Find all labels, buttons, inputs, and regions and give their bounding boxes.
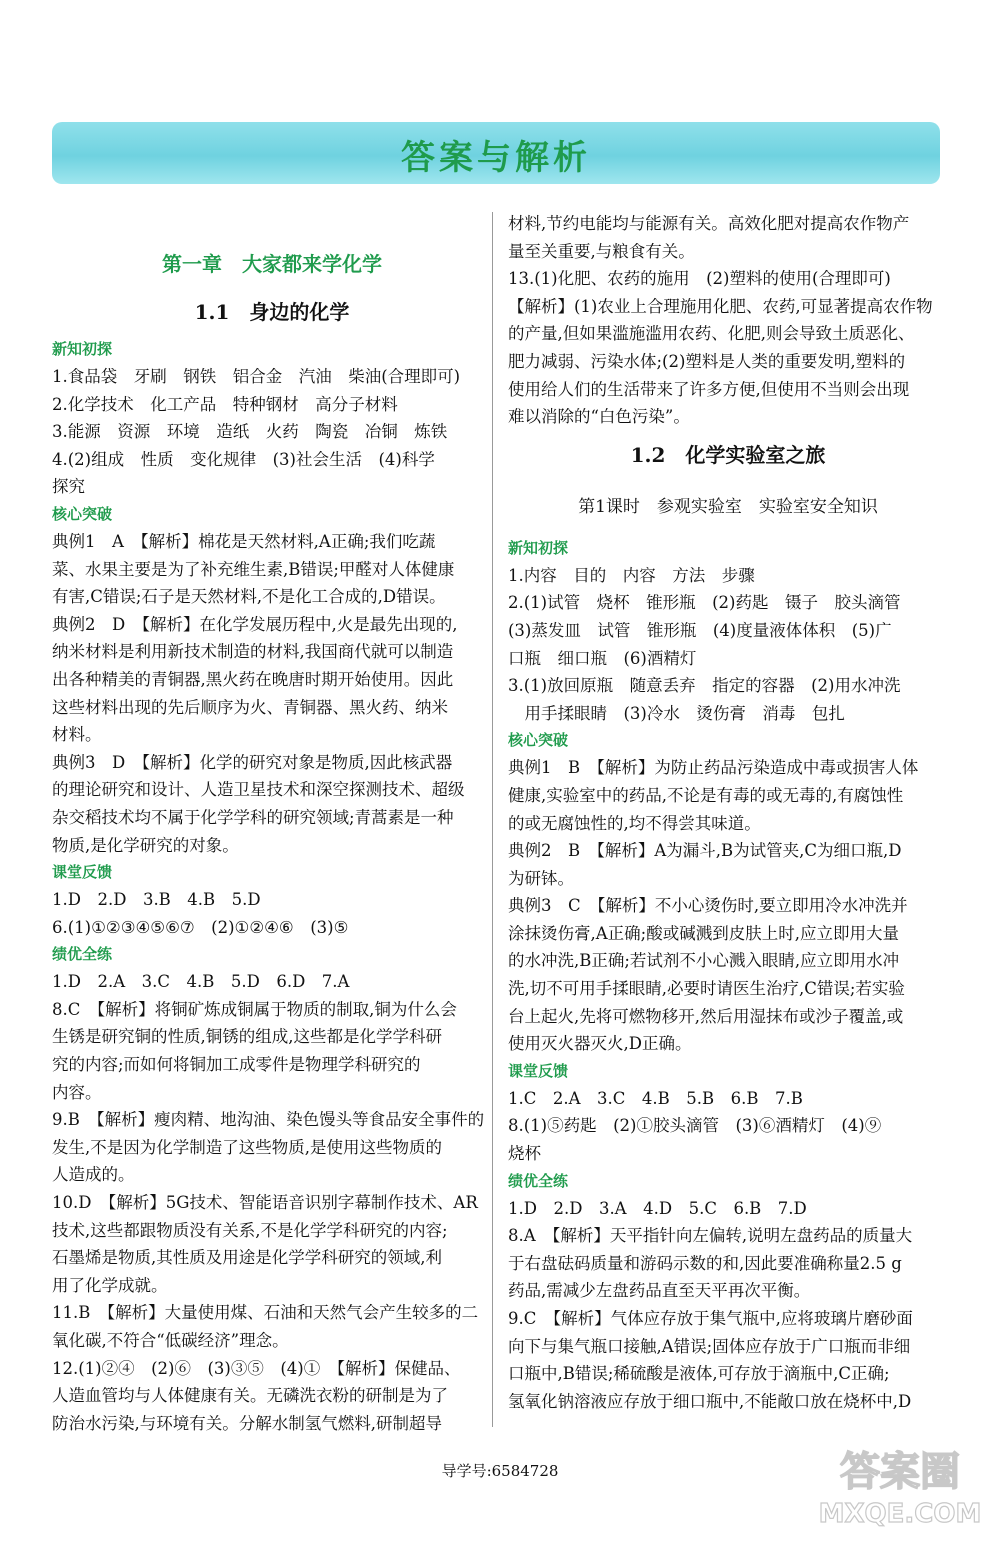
text-line: 1.D 2.D 3.A 4.D 5.C 6.B 7.D [508,1198,807,1218]
section-heading: 1.2 化学实验室之旅 [630,442,826,467]
text-line: 洗,切不可用手揉眼睛,必要时请医生治疗,C错误;若实验 [508,979,905,999]
text-line: 1.D 2.D 3.B 4.B 5.D [52,890,261,910]
text-line: 6.(1)①②③④⑤⑥⑦ (2)①②④⑥ (3)⑤ [52,917,349,937]
text-line: 典例3 D 【解析】化学的研究对象是物质,因此核武器 [52,752,453,772]
subsection-heading: 核心突破 [508,731,569,750]
subsection-heading: 课堂反馈 [52,863,113,882]
text-line: 内容。 [52,1082,102,1102]
text-line: 人造血管均与人体健康有关。无磷洗衣粉的研制是为了 [52,1386,448,1406]
footer-guide-number: 导学号:6584728 [441,1462,559,1480]
text-line: 生锈是研究铜的性质,铜锈的组成,这些都是化学学科研 [52,1027,442,1047]
text-line: 人造成的。 [52,1165,135,1185]
section-heading: 1.1 身边的化学 [194,300,350,324]
text-line: 药品,需减少左盘药品直至天平再次平衡。 [508,1281,811,1301]
header-banner [52,122,940,184]
text-line: 石墨烯是物质,其性质及用途是化学学科研究的领域,利 [52,1248,442,1268]
text-line: 杂交稻技术均不属于化学学科的研究领域;青蒿素是一种 [52,807,454,827]
text-line: 1.C 2.A 3.C 4.B 5.B 6.B 7.B [508,1088,803,1108]
text-line: 典例3 C 【解析】不小心烫伤时,要立即用冷水冲洗并 [508,896,908,916]
text-line: 量至关重要,与粮食有关。 [508,241,695,261]
page-title: 答案与解析 [401,138,591,178]
subsection-heading: 新知初探 [52,340,113,358]
text-line: 材料。 [52,725,102,745]
text-line: 典例1 B 【解析】为防止药品污染造成中毒或损害人体 [508,758,919,778]
text-line: 的水冲洗,B正确;若试剂不小心溅入眼睛,应立即用水冲 [508,951,900,971]
text-line: 典例2 D 【解析】在化学发展历程中,火是最先出现的, [52,614,458,634]
text-line: 出各种精美的青铜器,黑火药在晚唐时期开始使用。因此 [52,669,454,689]
text-line: 纳米材料是利用新技术制造的材料,我国商代就可以制造 [52,642,454,662]
subsection-heading: 新知初探 [508,538,569,557]
text-line: 10.D 【解析】5G技术、智能语音识别字幕制作技术、AR [52,1193,478,1213]
text-line: 烧杯 [508,1144,541,1164]
subsection-heading: 课堂反馈 [508,1061,569,1080]
text-line: 使用灭火器灭火,D正确。 [508,1034,692,1054]
text-line: 典例1 A 【解析】棉花是天然材料,A正确;我们吃蔬 [52,531,436,551]
text-line: 菜、水果主要是为了补充维生素,B错误;甲醛对人体健康 [52,559,455,579]
text-line: 难以消除的“白色污染”。 [508,407,690,427]
text-line: 技术,这些都跟物质没有关系,不是化学学科研究的内容; [52,1220,448,1240]
text-line: 肥力减弱、污染水体;(2)塑料是人类的重要发明,塑料的 [508,351,906,371]
text-line: 的产量,但如果滥施滥用农药、化肥,则会导致土质恶化、 [508,324,915,344]
text-line: 口瓶中,B错误;稀硫酸是液体,可存放于滴瓶中,C正确; [508,1364,890,1384]
text-line: 3.(1)放回原瓶 随意丢弃 指定的容器 (2)用水冲洗 [508,676,901,696]
subsection-heading: 绩优全练 [52,945,113,964]
text-line: 向下与集气瓶口接触,A错误;固体应存放于广口瓶而非细 [508,1336,911,1356]
text-line: 氧化碳,不符合“低碳经济”理念。 [52,1331,289,1350]
watermark-text-url: MXQE.COM [818,1499,982,1529]
text-line: 用手揉眼睛 (3)冷水 烫伤膏 消毒 包扎 [508,703,845,723]
text-line: 为研钵。 [508,868,574,888]
text-line: 2.化学技术 化工产品 特种钢材 高分子材料 [52,394,398,414]
text-line: 氢氧化钠溶液应存放于细口瓶中,不能敞口放在烧杯中,D [508,1391,912,1411]
left-column [52,210,492,1437]
text-line: 8.A 【解析】天平指针向左偏转,说明左盘药品的质量大 [508,1226,913,1246]
text-line: (3)蒸发皿 试管 锥形瓶 (4)度量液体体积 (5)广 [508,620,892,640]
text-line: 典例2 B 【解析】A为漏斗,B为试管夹,C为细口瓶,D [508,841,902,861]
text-line: 的或无腐蚀性的,均不得尝其味道。 [508,813,761,833]
text-line: 13.(1)化肥、农药的施用 (2)塑料的使用(合理即可) [508,269,891,289]
text-line: 1.D 2.A 3.C 4.B 5.D 6.D 7.A [52,972,350,992]
text-line: 使用给人们的生活带来了许多方便,但使用不当则会出现 [508,379,910,399]
text-line: 2.(1)试管 烧杯 锥形瓶 (2)药匙 镊子 胶头滴管 [508,593,901,613]
text-line: 【解析】(1)农业上合理施用化肥、农药,可显著提高农作物 [508,296,933,316]
text-line: 口瓶 细口瓶 (6)酒精灯 [508,648,697,668]
text-line: 防治水污染,与环境有关。分解水制氢气燃料,研制超导 [52,1413,442,1433]
text-line: 8.C 【解析】将铜矿炼成铜属于物质的制取,铜为什么会 [52,999,457,1019]
text-line: 12.(1)②④ (2)⑥ (3)③⑤ (4)① 【解析】保健品、 [52,1358,461,1378]
text-line: 材料,节约电能均与能源有关。高效化肥对提高农作物产 [508,214,910,233]
text-line: 于右盘砝码质量和游码示数的和,因此要准确称量2.5 g [508,1253,902,1273]
text-line: 涂抹烫伤膏,A正确;酸或碱溅到皮肤上时,应立即用大量 [508,923,899,943]
text-line: 11.B 【解析】大量使用煤、石油和天然气会产生较多的二 [52,1303,479,1323]
right-column [508,210,948,1415]
text-line: 究的内容;而如何将铜加工成零件是物理学科研究的 [52,1055,421,1075]
subsection-heading: 绩优全练 [508,1171,569,1190]
subsection-heading: 核心突破 [52,504,113,523]
text-line: 的理论研究和设计、人造卫星技术和深空探测技术、超级 [52,780,465,800]
text-line: 1.食品袋 牙刷 钢铁 铝合金 汽油 柴油(合理即可) [52,367,461,386]
text-line: 探究 [52,477,85,497]
text-line: 8.(1)⑤药匙 (2)①胶头滴管 (3)⑥酒精灯 (4)⑨ [508,1116,882,1136]
text-line: 台上起火,先将可燃物移开,然后用湿抹布或沙子覆盖,或 [508,1006,904,1026]
chapter-heading: 第一章 大家都来学化学 [162,252,382,276]
lesson-heading: 第1课时 参观实验室 实验室安全知识 [578,496,878,517]
text-line: 3.能源 资源 环境 造纸 火药 陶瓷 冶铜 炼铁 [52,422,448,442]
text-line: 发生,不是因为化学制造了这些物质,是使用这些物质的 [52,1137,442,1157]
text-line: 健康,实验室中的药品,不论是有毒的或无毒的,有腐蚀性 [508,785,904,805]
text-line: 用了化学成就。 [52,1275,168,1295]
text-line: 1.内容 目的 内容 方法 步骤 [508,565,755,585]
text-line: 9.C 【解析】气体应存放于集气瓶中,应将玻璃片磨砂面 [508,1309,913,1328]
watermark-logo [815,1440,985,1535]
column-divider [492,212,493,1427]
text-line: 4.(2)组成 性质 变化规律 (3)社会生活 (4)科学 [52,449,435,469]
watermark-text-cn: 答案圈 [840,1449,960,1495]
text-line: 物质,是化学研究的对象。 [52,835,239,855]
text-line: 有害,C错误;石子是天然材料,不是化工合成的,D错误。 [52,587,446,607]
text-line: 9.B 【解析】瘦肉精、地沟油、染色馒头等食品安全事件的 [52,1110,485,1130]
text-line: 这些材料出现的先后顺序为火、青铜器、黑火药、纳米 [52,697,448,717]
